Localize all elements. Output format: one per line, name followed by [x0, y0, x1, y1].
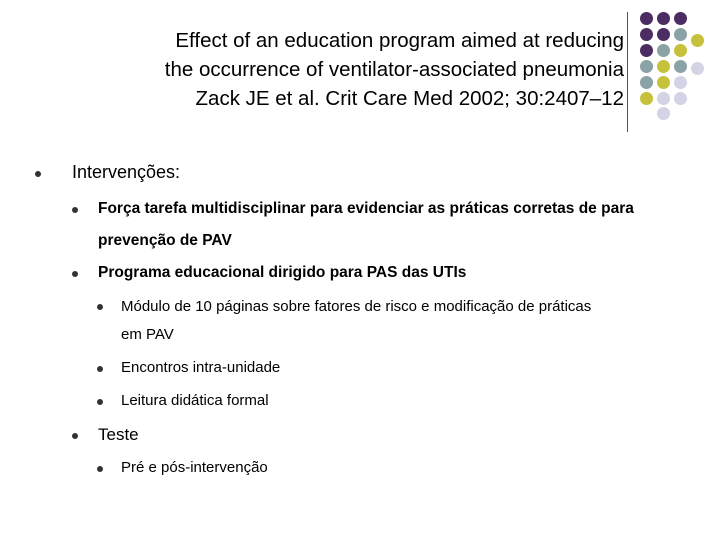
bullet-icon — [72, 207, 78, 213]
bullet-icon — [72, 271, 78, 277]
dot-purple — [657, 12, 670, 25]
dot-purple — [674, 12, 687, 25]
dot-lavender — [691, 62, 704, 75]
item-test: Teste — [98, 425, 139, 444]
dot-gray — [640, 60, 653, 73]
dot-gray — [674, 28, 687, 41]
title-line-3: Zack JE et al. Crit Care Med 2002; 30:2407–12 — [195, 87, 624, 110]
dot-yellow — [657, 60, 670, 73]
bullet-icon — [97, 304, 103, 310]
subitem-pre-post: Pré e pós-intervenção — [121, 459, 268, 476]
item-task-force-line-1: Força tarefa multidisciplinar para evidenciar as práticas corretas de para — [98, 200, 634, 217]
bullet-icon — [97, 399, 103, 405]
dot-gray — [640, 76, 653, 89]
dot-yellow — [674, 44, 687, 57]
title-line-2: the occurrence of ventilator-associated pneumonia — [164, 58, 624, 81]
dot-purple — [640, 44, 653, 57]
dot-lavender — [674, 76, 687, 89]
bullet-icon — [97, 366, 103, 372]
dot-purple — [640, 28, 653, 41]
dot-gray — [657, 44, 670, 57]
dot-yellow — [657, 76, 670, 89]
subitem-module-line-1: Módulo de 10 páginas sobre fatores de risco e modificação de práticas — [121, 298, 592, 315]
heading-interventions: Intervenções: — [72, 162, 181, 182]
bullet-icon — [97, 466, 103, 472]
decorative-dot-grid — [0, 0, 720, 130]
dot-yellow — [640, 92, 653, 105]
bullet-icon — [35, 171, 41, 177]
dot-yellow — [691, 34, 704, 47]
dot-lavender — [674, 92, 687, 105]
subitem-module-line-2: em PAV — [121, 326, 174, 343]
dot-purple — [640, 12, 653, 25]
item-education-program: Programa educacional dirigido para PAS das UTIs — [98, 264, 467, 281]
item-task-force-line-2: prevenção de PAV — [98, 232, 232, 249]
bullet-icon — [72, 433, 78, 439]
dot-lavender — [657, 92, 670, 105]
dot-lavender — [657, 107, 670, 120]
subitem-meetings: Encontros intra-unidade — [121, 359, 281, 376]
dot-gray — [674, 60, 687, 73]
title-line-1: Effect of an education program aimed at reducing — [175, 29, 624, 52]
dot-purple — [657, 28, 670, 41]
subitem-lecture: Leitura didática formal — [121, 392, 269, 409]
